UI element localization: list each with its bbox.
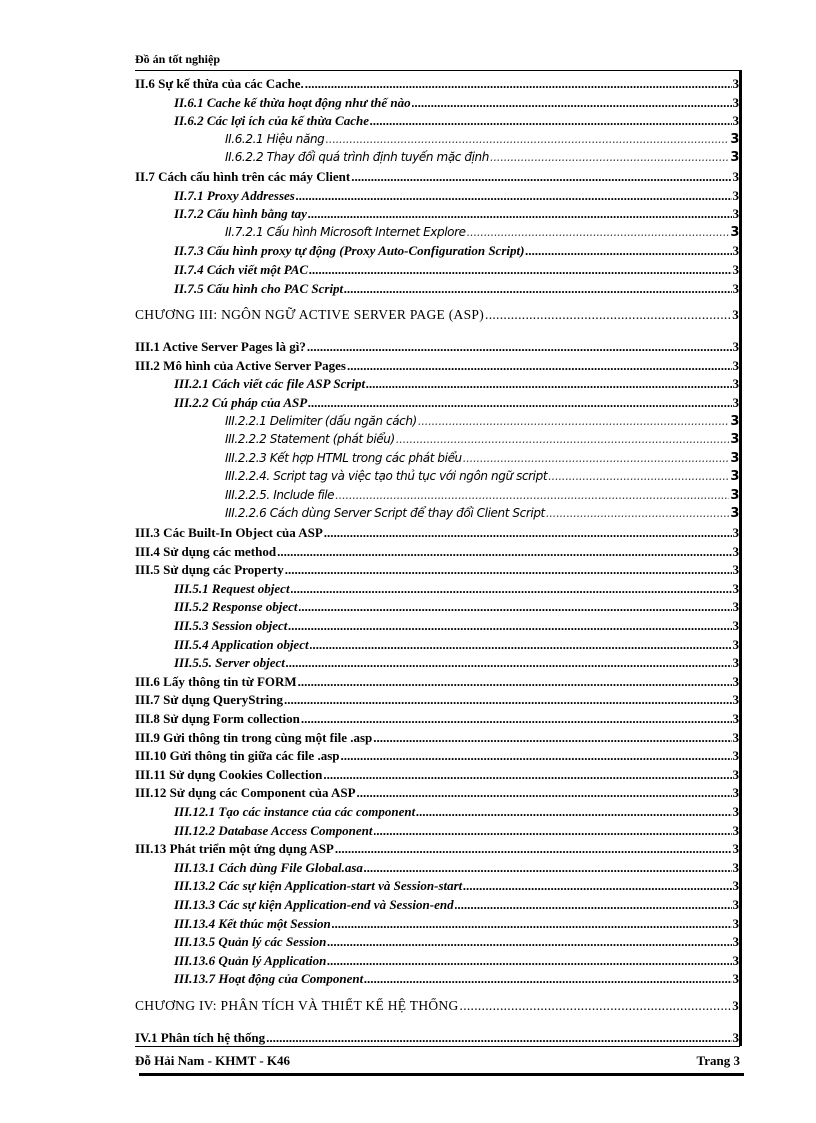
toc-dot-leader — [332, 916, 732, 932]
toc-dot-leader — [299, 599, 732, 615]
toc-dot-leader — [310, 637, 732, 653]
toc-entry[interactable] — [135, 618, 739, 637]
toc-entry-title: III.13.3 Các sự kiện Application-end và Session-end — [174, 896, 454, 912]
toc-entry[interactable] — [135, 637, 739, 656]
toc-entry-title: II.7.2 Cấu hình bằng tay — [174, 206, 307, 222]
toc-dot-leader — [307, 339, 732, 355]
toc-entry-page: 3 — [732, 394, 739, 410]
toc-entry-page: 3 — [732, 357, 739, 373]
toc-dot-leader — [455, 897, 732, 913]
toc-entry[interactable] — [135, 243, 739, 262]
toc-entry[interactable] — [135, 878, 739, 897]
toc-entry-page: 3 — [732, 1029, 739, 1045]
toc-dot-leader — [548, 469, 729, 483]
toc-entry-title: III.5.2 Response object — [174, 599, 298, 615]
toc-entry-title: III.10 Gửi thông tin giữa các file .asp — [135, 748, 340, 764]
toc-entry-page: 3 — [732, 562, 739, 578]
toc-entry[interactable] — [135, 95, 739, 114]
toc-entry-title: III.2.2.5. Include file — [225, 487, 335, 502]
toc-entry[interactable] — [135, 525, 739, 544]
toc-entry[interactable] — [135, 730, 739, 749]
toc-entry-title: III.5.4 Application object — [174, 636, 309, 652]
toc-entry-page: 3 — [732, 206, 739, 222]
toc-entry-page: 3 — [732, 803, 739, 819]
toc-entry-page: 3 — [732, 711, 739, 726]
page-header — [135, 52, 740, 71]
toc-dot-leader — [344, 281, 731, 297]
toc-dot-leader — [301, 711, 732, 727]
toc-entry-page: 3 — [730, 432, 739, 448]
toc-entry-title: III.3 Các Built-In Object của ASP — [135, 525, 323, 541]
toc-entry[interactable] — [135, 804, 739, 823]
toc-entry-page: 3 — [732, 307, 739, 323]
toc-entry-title: III.2.2.6 Cách dùng Server Script để thay đổi Client Script — [225, 506, 545, 521]
toc-entry-page: 3 — [732, 952, 739, 968]
toc-entry-page: 3 — [732, 618, 739, 634]
toc-entry-title: III.9 Gửi thông tin trong cùng một file .asp — [135, 729, 373, 745]
toc-dot-leader — [490, 150, 729, 164]
toc-dot-leader — [485, 307, 731, 323]
toc-entry[interactable] — [135, 785, 739, 804]
toc-entry[interactable] — [135, 711, 739, 730]
toc-entry-title: III.4 Sử dụng các method — [135, 543, 277, 559]
toc-entry[interactable] — [135, 225, 739, 244]
toc-entry[interactable] — [135, 692, 739, 711]
toc-entry-title: III.2.2 Cú pháp của ASP — [174, 394, 308, 410]
toc-dot-leader — [463, 878, 731, 894]
footer-author: Đỗ Hải Nam - KHMT - K46 — [135, 1053, 291, 1068]
toc-entry-title: II.6 Sự kế thừa của các Cache. — [135, 76, 304, 91]
toc-dot-leader — [351, 169, 731, 185]
toc-entry[interactable] — [135, 544, 739, 563]
toc-entry-title: III.13.4 Kết thúc một Session — [174, 915, 331, 931]
toc-dot-leader — [412, 95, 732, 111]
toc-dot-leader — [373, 730, 731, 746]
toc-entry-title: II.6.2.1 Hiệu năng — [225, 131, 325, 146]
toc-entry-page: 3 — [732, 76, 739, 91]
toc-dot-leader — [288, 618, 731, 634]
toc-entry-page: 3 — [732, 580, 739, 596]
toc-entry[interactable] — [135, 188, 739, 207]
toc-entry-page: 3 — [732, 785, 739, 801]
toc-entry-page: 3 — [732, 261, 739, 277]
toc-entry-title: II.6.2.2 Thay đổi quá trình định tuyến mặc định — [225, 150, 489, 165]
toc-entry[interactable] — [135, 823, 739, 842]
toc-entry-title: III.13.1 Cách dùng File Global.asa — [174, 859, 363, 875]
toc-entry[interactable] — [135, 506, 739, 525]
toc-entry-page: 3 — [732, 168, 739, 184]
toc-entry[interactable] — [135, 841, 739, 860]
toc-dot-leader — [347, 358, 732, 374]
toc-entry[interactable] — [135, 76, 739, 95]
toc-entry-title: III.13.6 Quản lý Application — [174, 952, 327, 968]
toc-entry-title: CHƯƠNG III: NGÔN NGỮ ACTIVE SERVER PAGE (ASP) — [135, 307, 485, 323]
toc-entry[interactable] — [135, 376, 739, 395]
toc-entry-page: 3 — [732, 113, 739, 129]
toc-entry-page: 3 — [732, 655, 739, 671]
page-footer — [135, 1046, 740, 1069]
toc-spacer — [135, 1022, 739, 1030]
toc-entry[interactable] — [135, 469, 739, 488]
toc-entry[interactable] — [135, 451, 739, 470]
toc-entry-title: III.5.5. Server object — [174, 655, 285, 671]
toc-entry-title: II.6.1 Cache kế thừa hoạt động như thế nào — [174, 94, 411, 110]
toc-dot-leader — [525, 243, 731, 259]
toc-dot-leader — [327, 953, 731, 969]
footer-page-number: Trang 3 — [696, 1053, 740, 1068]
toc-dot-leader — [366, 376, 731, 392]
toc-entry-page: 3 — [732, 822, 739, 838]
toc-entry-page: 3 — [732, 859, 739, 875]
toc-entry-page: 3 — [732, 934, 739, 950]
toc-dot-leader — [364, 971, 731, 987]
toc-entry-title: II.7.3 Cấu hình proxy tự động (Proxy Auto-Configuration Script) — [174, 243, 525, 259]
toc-entry-page: 3 — [732, 187, 739, 203]
toc-entry[interactable] — [135, 860, 739, 879]
toc-entry-title: III.2.1 Cách viết các file ASP Script — [174, 376, 366, 392]
toc-dot-leader — [546, 506, 730, 520]
toc-entry-title: II.7.2.1 Cấu hình Microsoft Internet Explore — [225, 224, 466, 239]
toc-entry[interactable] — [135, 395, 739, 414]
toc-dot-leader — [340, 748, 731, 764]
toc-entry[interactable] — [135, 150, 739, 169]
toc-entry-page: 3 — [732, 971, 739, 987]
toc-entry[interactable] — [135, 132, 739, 151]
toc-entry-page: 3 — [732, 748, 739, 764]
toc-dot-leader — [335, 841, 732, 857]
toc-entry-page: 3 — [730, 487, 739, 503]
toc-entry-page: 3 — [732, 280, 739, 296]
toc-entry[interactable] — [135, 206, 739, 225]
toc-entry[interactable] — [135, 599, 739, 618]
toc-dot-leader — [374, 823, 732, 839]
toc-entry-title: III.2 Mô hình của Active Server Pages — [135, 357, 346, 373]
toc-dot-leader — [327, 934, 731, 950]
page-border-shadow-right — [739, 70, 742, 1046]
toc-dot-leader — [364, 860, 732, 876]
page-border-shadow-bottom — [139, 1073, 744, 1076]
toc-entry-page: 3 — [730, 131, 739, 147]
toc-entry-title: CHƯƠNG IV: PHÂN TÍCH VÀ THIẾT KẾ HỆ THỐNG — [135, 997, 459, 1013]
toc-entry[interactable] — [135, 674, 739, 693]
toc-entry-page: 3 — [732, 692, 739, 708]
toc-entry-title: III.7 Sử dụng QueryString — [135, 692, 283, 708]
toc-entry-page: 3 — [730, 224, 739, 240]
toc-entry-title: III.1 Active Server Pages là gì? — [135, 339, 306, 355]
toc-chapter-entry[interactable] — [135, 998, 739, 1022]
toc-dot-leader — [298, 674, 732, 690]
toc-dot-leader — [305, 76, 732, 92]
toc-dot-leader — [463, 451, 730, 465]
toc-dot-leader — [460, 998, 732, 1014]
toc-entry-title: III.13.7 Hoạt động của Component — [174, 971, 364, 987]
toc-entry-title: III.5.3 Session object — [174, 618, 288, 634]
toc-entry[interactable] — [135, 262, 739, 281]
toc-dot-leader — [325, 132, 729, 146]
toc-entry-page: 3 — [732, 673, 739, 689]
toc-entry-page: 3 — [730, 506, 739, 522]
table-of-contents — [135, 76, 739, 1049]
toc-entry[interactable] — [135, 488, 739, 507]
toc-dot-leader — [357, 785, 732, 801]
toc-entry-title: III.2.2.2 Statement (phát biểu) — [225, 432, 395, 447]
toc-entry-page: 3 — [730, 469, 739, 485]
toc-dot-leader — [284, 692, 732, 708]
toc-entry-page: 3 — [732, 729, 739, 745]
toc-entry-title: III.8 Sử dụng Form collection — [135, 711, 300, 726]
toc-chapter-entry[interactable] — [135, 307, 739, 331]
toc-dot-leader — [266, 1030, 731, 1046]
toc-entry-page: 3 — [732, 376, 739, 392]
toc-entry-title: III.11 Sử dụng Cookies Collection — [135, 766, 323, 782]
toc-entry[interactable] — [135, 916, 739, 935]
toc-entry-page: 3 — [732, 525, 739, 541]
toc-entry-title: III.13 Phát triển một ứng dụng ASP — [135, 841, 334, 857]
toc-entry[interactable] — [135, 971, 739, 990]
toc-entry-title: III.2.2.4. Script tag và việc tạo thủ tục với ngôn ngữ script — [225, 469, 548, 484]
toc-entry-title: III.6 Lấy thông tin từ FORM — [135, 673, 297, 689]
toc-entry-title: III.12.1 Tạo các instance của các component — [174, 803, 416, 819]
toc-dot-leader — [296, 188, 732, 204]
toc-entry[interactable] — [135, 953, 739, 972]
toc-entry-title: III.13.5 Quản lý các Session — [174, 934, 327, 950]
toc-dot-leader — [291, 581, 732, 597]
toc-entry-title: II.7.5 Cấu hình cho PAC Script — [174, 280, 344, 296]
toc-dot-leader — [286, 655, 732, 671]
toc-entry-page: 3 — [730, 413, 739, 429]
toc-entry-title: III.12.2 Database Access Component — [174, 822, 373, 838]
toc-entry-page: 3 — [732, 878, 739, 894]
toc-entry-page: 3 — [732, 599, 739, 615]
toc-entry[interactable] — [135, 897, 739, 916]
toc-entry-title: II.7 Cách cấu hình trên các máy Client — [135, 168, 351, 184]
toc-entry[interactable] — [135, 358, 739, 377]
toc-entry[interactable] — [135, 414, 739, 433]
toc-entry[interactable] — [135, 767, 739, 786]
toc-entry-title: IV.1 Phân tích hệ thống — [135, 1029, 266, 1045]
toc-entry-page: 3 — [732, 543, 739, 559]
toc-entry-title: II.6.2 Các lợi ích của kế thừa Cache — [174, 113, 369, 129]
toc-dot-leader — [309, 262, 731, 278]
toc-entry[interactable] — [135, 934, 739, 953]
toc-entry-page: 3 — [732, 94, 739, 110]
toc-entry-page: 3 — [732, 766, 739, 782]
toc-entry-title: III.2.2.3 Kết hợp HTML trong các phát biểu — [225, 450, 462, 465]
toc-dot-leader — [285, 562, 732, 578]
toc-entry-title: III.13.2 Các sự kiện Application-start và Session-start — [174, 878, 463, 894]
toc-entry-page: 3 — [732, 841, 739, 857]
header-title: Đồ án tốt nghiệp — [135, 52, 221, 66]
toc-entry-title: II.7.1 Proxy Addresses — [174, 187, 295, 203]
toc-entry-page: 3 — [730, 150, 739, 166]
toc-entry-page: 3 — [732, 339, 739, 355]
toc-entry-page: 3 — [732, 997, 739, 1013]
toc-dot-leader — [416, 804, 731, 820]
toc-entry[interactable] — [135, 655, 739, 674]
toc-entry[interactable] — [135, 581, 739, 600]
toc-entry-title: III.12 Sử dụng các Component của ASP — [135, 785, 356, 801]
toc-entry-page: 3 — [732, 915, 739, 931]
toc-dot-leader — [308, 395, 731, 411]
toc-dot-leader — [418, 414, 730, 428]
toc-entry-title: III.5 Sử dụng các Property — [135, 562, 284, 578]
toc-dot-leader — [323, 767, 731, 783]
toc-entry-page: 3 — [732, 896, 739, 912]
toc-dot-leader — [370, 113, 732, 129]
toc-dot-leader — [277, 544, 731, 560]
toc-dot-leader — [335, 488, 729, 502]
toc-entry[interactable] — [135, 281, 739, 300]
toc-entry[interactable] — [135, 562, 739, 581]
toc-spacer — [135, 331, 739, 339]
toc-entry[interactable] — [135, 113, 739, 132]
toc-entry-title: III.5.1 Request object — [174, 580, 290, 596]
toc-entry[interactable] — [135, 748, 739, 767]
toc-entry-page: 3 — [732, 636, 739, 652]
toc-entry-title: III.2.2.1 Delimiter (dấu ngăn cách) — [225, 413, 417, 428]
toc-entry-page: 3 — [732, 243, 739, 259]
toc-entry-title: II.7.4 Cách viết một PAC — [174, 261, 309, 277]
toc-dot-leader — [396, 432, 730, 446]
toc-entry[interactable] — [135, 339, 739, 358]
toc-entry-page: 3 — [730, 450, 739, 466]
toc-entry[interactable] — [135, 169, 739, 188]
toc-dot-leader — [308, 206, 732, 222]
toc-dot-leader — [467, 225, 730, 239]
toc-dot-leader — [324, 525, 732, 541]
toc-entry[interactable] — [135, 432, 739, 451]
